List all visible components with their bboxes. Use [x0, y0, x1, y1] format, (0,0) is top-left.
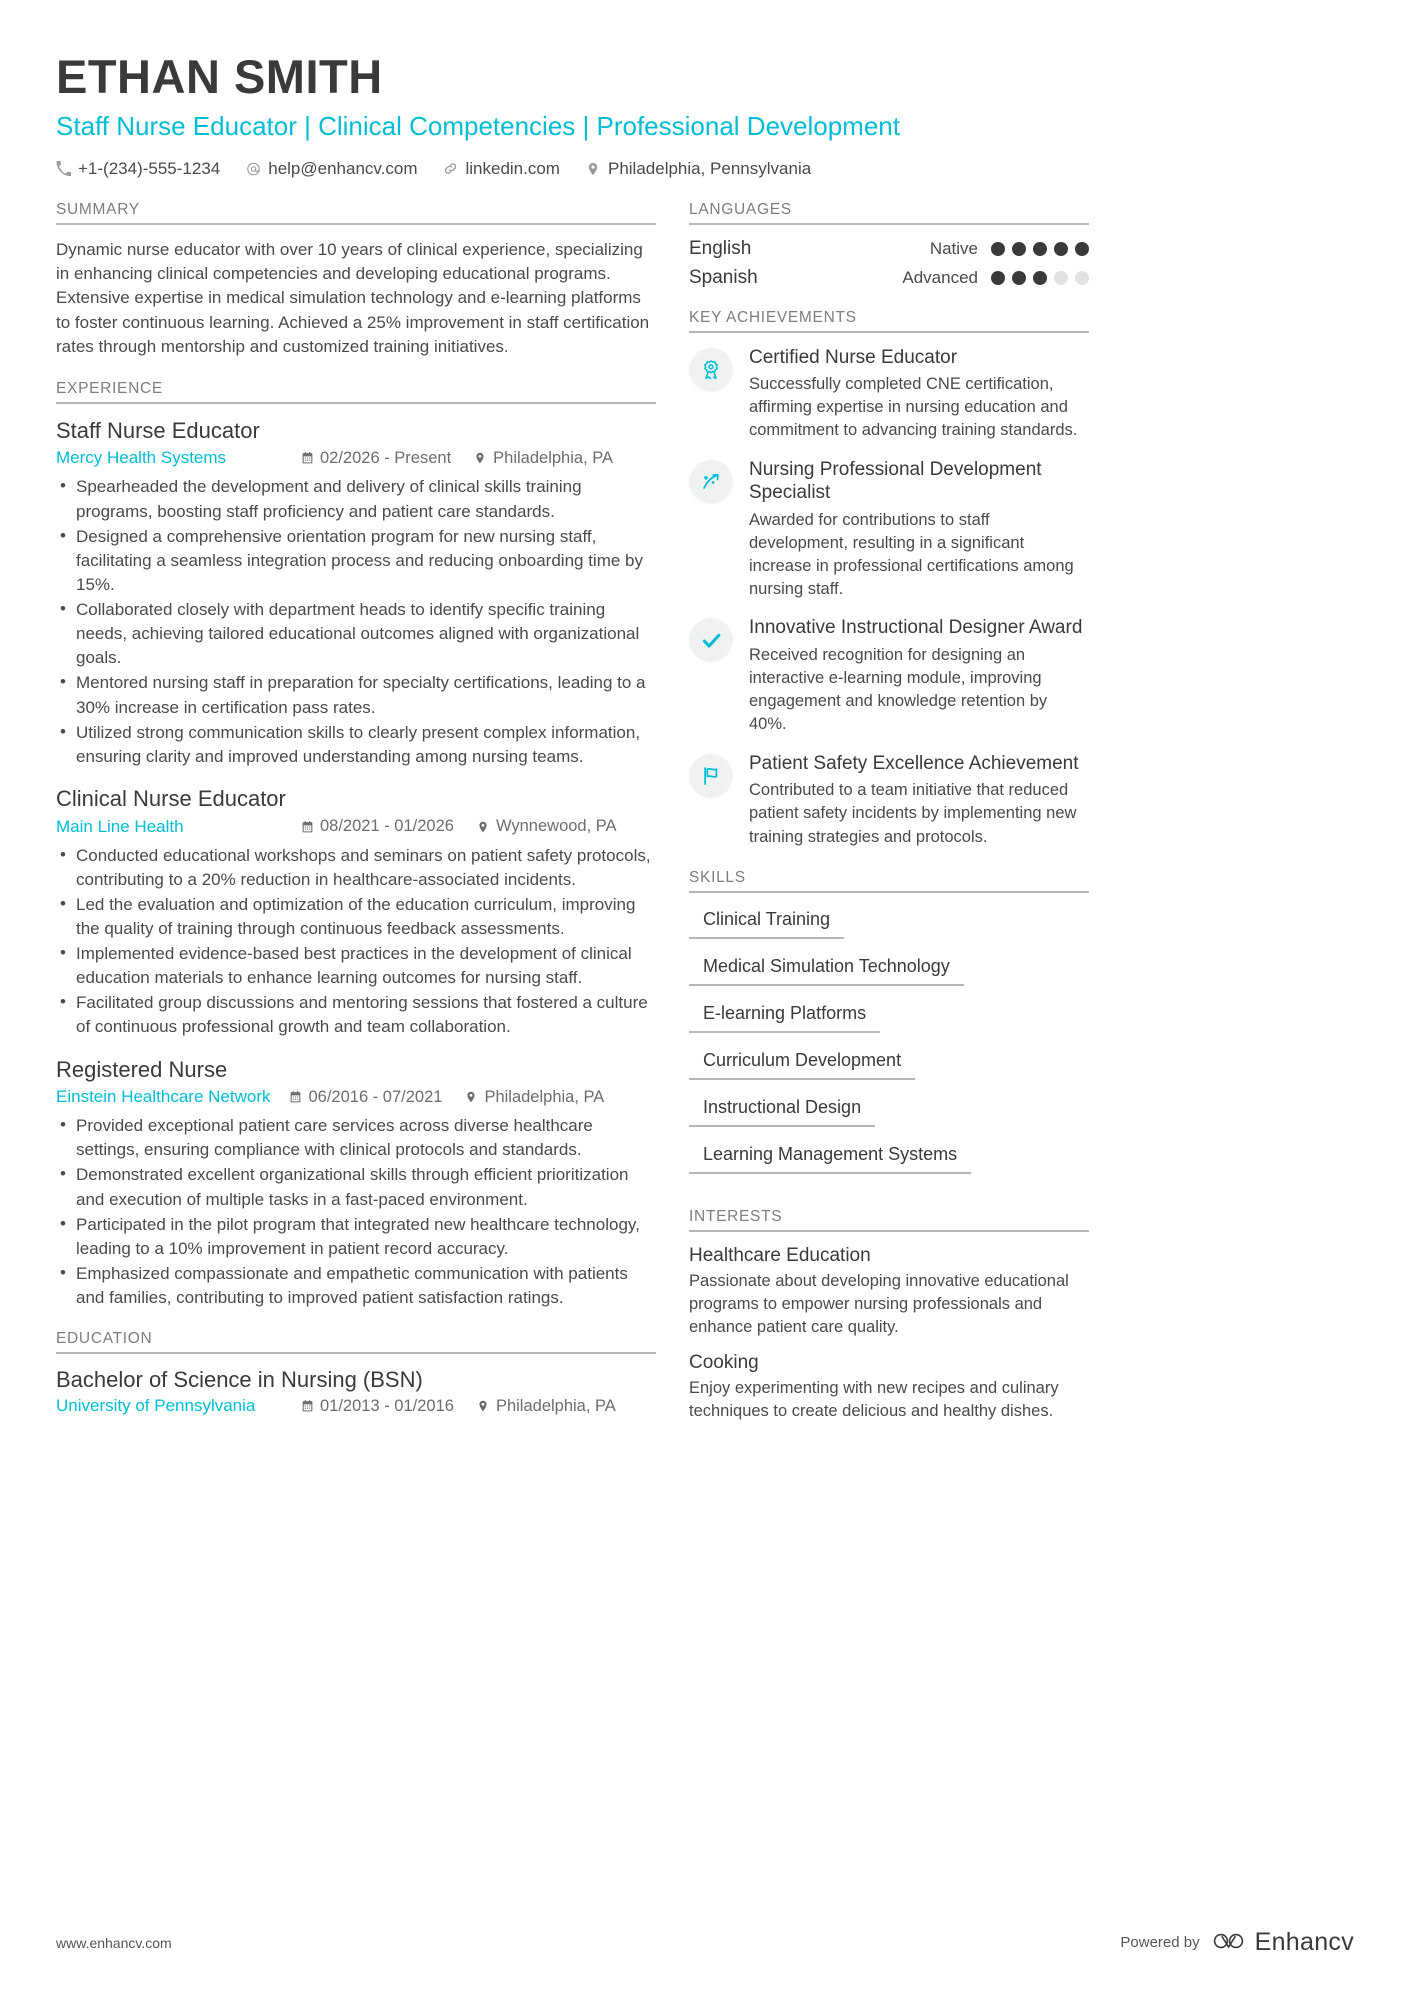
achievement-item: [689, 458, 1089, 602]
job-bullet: • Provided exceptional patient care services across diverse healthcare settings, ensuring compliance with clinical protocols and standards.: [56, 1114, 656, 1162]
language-item: [689, 267, 1089, 289]
skill-tag[interactable]: E-learning Platforms: [689, 1000, 880, 1033]
job-bullets: [56, 475, 656, 769]
powered-by-label: Powered by: [1120, 1934, 1200, 1951]
section-divider: [56, 223, 656, 225]
job-title: Clinical Nurse Educator: [56, 785, 286, 811]
growth-arrow-icon: [689, 460, 733, 504]
skill-row: [689, 906, 1089, 953]
language-item: [689, 238, 1089, 260]
achievement-title: Innovative Instructional Designer Award: [749, 617, 1083, 639]
interests-heading: INTERESTS: [689, 1207, 783, 1225]
rating-dot: [1012, 242, 1026, 256]
contact-location: [586, 159, 811, 179]
education-dates: [300, 1397, 454, 1416]
achievement-body: [749, 346, 1089, 443]
education-school[interactable]: University of Pennsylvania: [56, 1396, 256, 1416]
job-bullet: • Led the evaluation and optimization of the education curriculum, improving the quality of training through continuous feedback assessments.: [56, 893, 656, 941]
email-icon: [246, 161, 261, 177]
interest-title: Cooking: [689, 1351, 759, 1373]
job-dates-text: 06/2016 - 07/2021: [308, 1087, 443, 1106]
contact-link[interactable]: [443, 159, 560, 179]
calendar-icon: [288, 1090, 302, 1105]
contact-email[interactable]: [246, 159, 417, 179]
candidate-headline: Staff Nurse Educator | Clinical Competencies | Professional Development: [56, 111, 900, 142]
rating-dot: [1012, 271, 1026, 285]
rating-dot: [1054, 271, 1068, 285]
languages-heading: LANGUAGES: [689, 200, 792, 218]
skill-tag[interactable]: Learning Management Systems: [689, 1141, 971, 1174]
check-icon: [689, 618, 733, 662]
job-title: Staff Nurse Educator: [56, 417, 260, 443]
award-ribbon-icon: [689, 348, 733, 392]
summary-text: Dynamic nurse educator with over 10 years of clinical experience, specializing in enhancing clinical competencies and developing educational programs. Extensive expertise in medical simulation technology and e-learning platforms to foster continuous learning. Achieved a 25% improvement in staff certification rates through mentorship and customized training initiatives.: [56, 239, 650, 357]
footer-website[interactable]: www.enhancv.com: [56, 1934, 172, 1951]
contact-phone[interactable]: [56, 159, 220, 179]
calendar-icon: [300, 819, 314, 834]
calendar-icon: [300, 1399, 314, 1414]
education-heading: EDUCATION: [56, 1330, 153, 1348]
left-column: [56, 201, 656, 1437]
resume-header: [56, 50, 1354, 179]
phone-icon: [56, 161, 71, 177]
location-icon: [473, 451, 487, 466]
job-bullet: • Spearheaded the development and delivery of clinical skills training programs, boosting staff proficiency and patient care standards.: [56, 475, 656, 523]
achievement-title: Nursing Professional Development Specialist: [749, 458, 1042, 504]
job-bullets: [56, 1114, 656, 1310]
language-name: Spanish: [689, 266, 758, 288]
education-dates-text: 01/2013 - 01/2016: [320, 1396, 454, 1415]
achievement-body: [749, 752, 1089, 849]
rating-dot: [991, 242, 1005, 256]
job-bullet: • Mentored nursing staff in preparation for specialty certifications, leading to a 30% increase in certification pass rates.: [56, 671, 656, 719]
brand-name: Enhancv: [1254, 1928, 1354, 1956]
education-meta: [56, 1396, 656, 1416]
job-dates: [300, 449, 451, 468]
achievement-description: Contributed to a team initiative that reduced patient safety incidents by implementing new training strategies and protocols.: [749, 781, 1077, 846]
job-bullet: • Demonstrated excellent organizational skills through efficient prioritization and execution of multiple tasks in a fast-paced environment.: [56, 1163, 656, 1211]
contact-email-text: help@enhancv.com: [268, 158, 418, 178]
skill-tag[interactable]: Clinical Training: [689, 906, 844, 939]
skill-tag[interactable]: Curriculum Development: [689, 1047, 915, 1080]
skill-row: [689, 1094, 1089, 1141]
experience-item: [56, 1056, 656, 1311]
achievement-description: Successfully completed CNE certification, affirming expertise in nursing education and commitment to advancing training standards.: [749, 375, 1078, 440]
footer-brand: [1120, 1928, 1354, 1957]
location-icon: [464, 1090, 478, 1105]
section-divider: [56, 402, 656, 404]
location-icon: [586, 161, 601, 177]
education-degree: Bachelor of Science in Nursing (BSN): [56, 1367, 423, 1393]
achievement-description: Received recognition for designing an interactive e-learning module, improving engagement and knowledge retention by 40%.: [749, 646, 1048, 734]
achievement-title: Patient Safety Excellence Achievement: [749, 752, 1079, 774]
education-item: [56, 1367, 656, 1416]
job-company[interactable]: Main Line Health: [56, 816, 184, 836]
education-location-text: Philadelphia, PA: [495, 1396, 616, 1415]
interest-description: Passionate about developing innovative educational programs to empower nursing professionals and enhance patient care quality.: [689, 1271, 1069, 1336]
rating-dot: [1054, 242, 1068, 256]
achievements-heading: KEY ACHIEVEMENTS: [689, 308, 857, 326]
achievement-item: [689, 752, 1089, 849]
skill-row: [689, 1141, 1089, 1188]
education-location: [476, 1397, 616, 1416]
job-dates-text: 02/2026 - Present: [320, 448, 452, 467]
skills-section: [689, 869, 1089, 1188]
skill-tag[interactable]: Instructional Design: [689, 1094, 875, 1127]
summary-section: [56, 201, 656, 360]
language-rating: [991, 271, 1089, 285]
achievement-item: [689, 346, 1089, 443]
section-divider: [56, 1352, 656, 1354]
language-level: Native: [929, 238, 978, 258]
achievement-description: Awarded for contributions to staff development, resulting in a significant increase in professional certifications among nursing staff.: [749, 511, 1074, 599]
achievements-section: [689, 309, 1089, 849]
job-location: [476, 817, 617, 836]
job-location-text: Philadelphia, PA: [493, 448, 614, 467]
experience-heading: EXPERIENCE: [56, 379, 163, 397]
job-location-text: Philadelphia, PA: [484, 1087, 605, 1106]
language-rating: [991, 242, 1089, 256]
job-dates-text: 08/2021 - 01/2026: [320, 817, 454, 836]
interest-title: Healthcare Education: [689, 1244, 871, 1266]
job-dates: [300, 817, 454, 836]
experience-section: [56, 380, 656, 1310]
job-dates: [288, 1088, 442, 1107]
job-title: Registered Nurse: [56, 1056, 228, 1082]
job-bullet: • Collaborated closely with department heads to identify specific training needs, achieving tailored educational outcomes aligned with organizational goals.: [56, 598, 656, 670]
experience-item: [56, 785, 656, 1040]
job-bullets: [56, 844, 656, 1040]
achievement-title: Certified Nurse Educator: [749, 346, 958, 368]
job-bullet: • Designed a comprehensive orientation program for new nursing staff, facilitating a seamless integration process and reducing onboarding time by 15%.: [56, 525, 656, 597]
calendar-icon: [300, 451, 314, 466]
rating-dot: [1075, 242, 1089, 256]
skill-tag[interactable]: Medical Simulation Technology: [689, 953, 964, 986]
page-footer: [56, 1928, 1354, 1957]
language-level: Advanced: [902, 267, 978, 287]
section-divider: [689, 1230, 1089, 1232]
job-bullet: • Utilized strong communication skills to clearly present complex information, ensuring clarity and improved understanding among nursing teams.: [56, 721, 656, 769]
candidate-name: ETHAN SMITH: [56, 50, 383, 103]
skill-row: [689, 1000, 1089, 1047]
brand-mark: [1212, 1928, 1354, 1957]
achievement-body: [749, 458, 1089, 602]
section-divider: [689, 891, 1089, 893]
contact-phone-text: +1-(234)-555-1234: [78, 158, 221, 178]
resume-body: [56, 201, 1354, 1444]
interest-item: [689, 1352, 1089, 1423]
achievement-body: [749, 616, 1089, 736]
experience-item: [56, 417, 656, 769]
enhancv-logo-icon: [1212, 1929, 1246, 1956]
rating-dot: [1033, 271, 1047, 285]
section-divider: [689, 331, 1089, 333]
job-company[interactable]: Einstein Healthcare Network: [56, 1087, 271, 1107]
summary-heading: SUMMARY: [56, 200, 140, 218]
job-company[interactable]: Mercy Health Systems: [56, 448, 227, 468]
education-section: [56, 1330, 656, 1416]
rating-dot: [1033, 242, 1047, 256]
job-bullet: • Participated in the pilot program that integrated new healthcare technology, leading to a 10% improvement in patient record accuracy.: [56, 1213, 656, 1261]
interests-section: [689, 1208, 1089, 1423]
language-name: English: [689, 237, 752, 259]
job-meta: [56, 1087, 656, 1107]
link-icon: [443, 161, 458, 177]
job-location: [464, 1088, 604, 1107]
section-divider: [689, 223, 1089, 225]
rating-dot: [1075, 271, 1089, 285]
job-bullet: • Implemented evidence-based best practices in the development of clinical education materials to enhance learning outcomes for nursing staff.: [56, 942, 656, 990]
skill-row: [689, 953, 1089, 1000]
rating-dot: [991, 271, 1005, 285]
contact-link-text: linkedin.com: [465, 158, 560, 178]
location-icon: [476, 819, 490, 834]
job-meta: [56, 448, 656, 468]
job-location-text: Wynnewood, PA: [495, 817, 617, 836]
contact-location-text: Philadelphia, Pennsylvania: [607, 158, 812, 178]
job-bullet: • Facilitated group discussions and mentoring sessions that fostered a culture of continuous professional growth and team collaboration.: [56, 991, 656, 1039]
achievement-item: [689, 616, 1089, 736]
skill-row: [689, 1047, 1089, 1094]
contact-row: [56, 159, 1354, 179]
flag-icon: [689, 754, 733, 798]
right-column: [689, 201, 1089, 1444]
job-location: [473, 449, 613, 468]
location-icon: [476, 1399, 490, 1414]
languages-section: [689, 201, 1089, 289]
skills-heading: SKILLS: [689, 868, 746, 886]
interest-description: Enjoy experimenting with new recipes and culinary techniques to create delicious and healthy dishes.: [689, 1378, 1059, 1420]
interest-item: [689, 1245, 1089, 1339]
job-meta: [56, 817, 656, 837]
job-bullet: • Emphasized compassionate and empathetic communication with patients and families, contributing to improved patient satisfaction ratings.: [56, 1262, 656, 1310]
job-bullet: • Conducted educational workshops and seminars on patient safety protocols, contributing to a 20% reduction in healthcare-associated incidents.: [56, 844, 656, 892]
